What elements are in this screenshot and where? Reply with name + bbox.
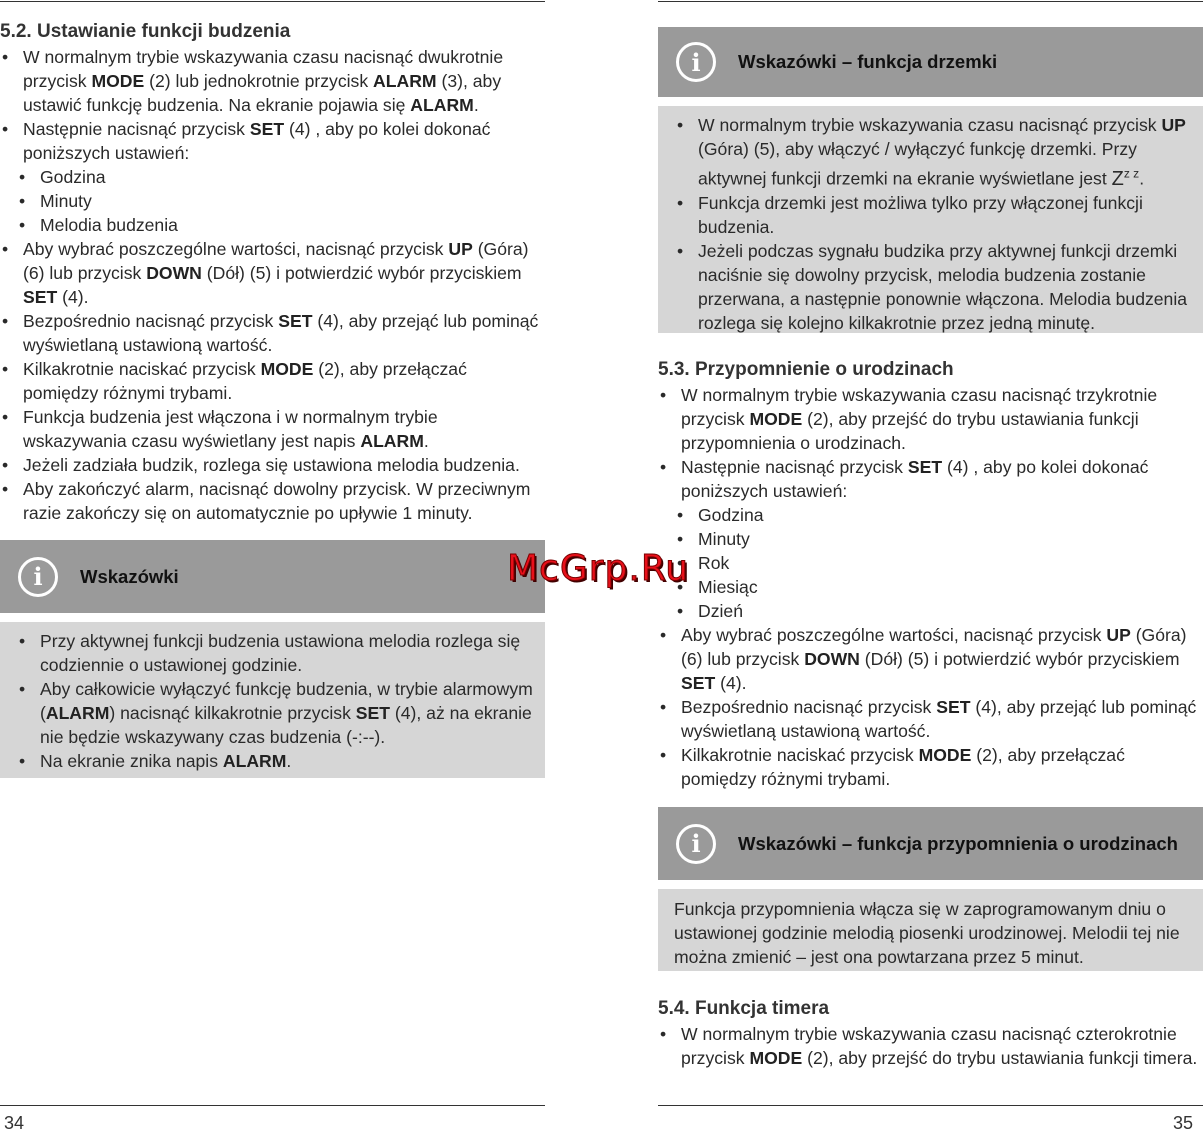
sub-list-item: • Minuty	[658, 527, 1203, 551]
watermark: McGrp.Ru	[507, 548, 690, 589]
list-item: • W normalnym trybie wskazywania czasu nacisnąć trzykrotnie przycisk MODE (2), aby przejść do trybu ustawiania funkcji przypomnienia o urodzinach.	[658, 383, 1203, 455]
list-item: • Następnie nacisnąć przycisk SET (4) , aby po kolei dokonać poniższych ustawień:	[658, 455, 1203, 503]
left-page	[0, 0, 545, 1133]
sub-list-item: • Rok	[658, 551, 1203, 575]
snooze-note-header	[658, 27, 1203, 97]
list-item: • Bezpośrednio nacisnąć przycisk SET (4), aby przejąć lub pominąć wyświetlaną ustawioną wartość.	[658, 695, 1203, 743]
section-5-4	[658, 997, 1203, 1070]
note-body	[0, 622, 545, 778]
top-rule	[658, 1, 1203, 2]
info-icon: i	[676, 42, 716, 82]
section-5-3	[658, 358, 1203, 791]
snooze-symbol: $Z^{z z}$	[1111, 166, 1140, 190]
list-item: • Następnie nacisnąć przycisk SET (4) , aby po kolei dokonać poniższych ustawień:	[0, 117, 545, 165]
list-item: • Aby zakończyć alarm, nacisnąć dowolny przycisk. W przeciwnym razie zakończy się on automatycznie po upływie 1 minuty.	[0, 477, 545, 525]
page-number: 35	[1172, 1113, 1193, 1133]
birthday-note-header	[658, 807, 1203, 880]
list-item: • Kilkakrotnie naciskać przycisk MODE (2), aby przełączać pomiędzy różnymi trybami.	[0, 357, 545, 405]
note-list	[0, 622, 545, 773]
note-header	[0, 540, 545, 613]
bullet-list	[658, 383, 1203, 791]
section-heading: 5.3. Przypomnienie o urodzinach	[658, 359, 954, 380]
birthday-note-body	[658, 889, 1203, 971]
note-text: Funkcja przypomnienia włącza się w zaprogramowanym dniu o ustawionej godzinie melodią piosenki urodzinowej. Melodii tej nie można zmienić – jest ona powtarzana przez 5 minut.	[674, 899, 1180, 967]
list-item: • Jeżeli zadziała budzik, rozlega się ustawiona melodia budzenia.	[0, 453, 545, 477]
note-item: • W normalnym trybie wskazywania czasu nacisnąć przycisk UP (Góra) (5), aby włączyć / wyłączyć funkcję drzemki. Przy aktywnej funkcji drzemki na ekranie wyświetlane jest $Z^{z z}$.	[658, 113, 1203, 191]
snooze-note-body	[658, 106, 1203, 333]
sub-list-item: • Minuty	[0, 189, 545, 213]
section-5-2	[0, 20, 545, 525]
note-item: • Jeżeli podczas sygnału budzika przy aktywnej funkcji drzemki naciśnie się dowolny przycisk, melodia budzenia zostanie przerwana, a następnie ponownie włączona. Melodia budzenia rozlega się kolejno kilkakrotnie przez jedną minutę.	[658, 239, 1203, 335]
info-icon: i	[676, 824, 716, 864]
note-title: Wskazówki	[80, 565, 179, 587]
bottom-rule	[0, 1105, 545, 1106]
list-item: • W normalnym trybie wskazywania czasu nacisnąć czterokrotnie przycisk MODE (2), aby przejść do trybu ustawiania funkcji timera.	[658, 1022, 1203, 1070]
page-number: 34	[4, 1113, 25, 1133]
list-item: • W normalnym trybie wskazywania czasu nacisnąć dwukrotnie przycisk MODE (2) lub jednokrotnie przycisk ALARM (3), aby ustawić funkcję budzenia. Na ekranie pojawia się ALARM.	[0, 45, 545, 117]
note-item: • Na ekranie znika napis ALARM.	[0, 749, 545, 773]
list-item: • Aby wybrać poszczególne wartości, nacisnąć przycisk UP (Góra) (6) lub przycisk DOWN (Dół) (5) i potwierdzić wybór przyciskiem SET (4).	[0, 237, 545, 309]
bullet-list	[658, 1022, 1203, 1070]
list-item: • Bezpośrednio nacisnąć przycisk SET (4), aby przejąć lub pominąć wyświetlaną ustawioną wartość.	[0, 309, 545, 357]
sub-list-item: • Godzina	[0, 165, 545, 189]
bullet-list	[0, 45, 545, 525]
info-icon: i	[18, 557, 58, 597]
top-rule	[0, 1, 545, 2]
section-heading: 5.4. Funkcja timera	[658, 998, 830, 1019]
note-list	[658, 106, 1203, 335]
section-heading: 5.2. Ustawianie funkcji budzenia	[0, 21, 291, 42]
bottom-rule	[658, 1105, 1203, 1106]
list-item: • Kilkakrotnie naciskać przycisk MODE (2), aby przełączać pomiędzy różnymi trybami.	[658, 743, 1203, 791]
list-item: • Aby wybrać poszczególne wartości, nacisnąć przycisk UP (Góra) (6) lub przycisk DOWN (Dół) (5) i potwierdzić wybór przyciskiem SET (4).	[658, 623, 1203, 695]
right-page	[658, 0, 1203, 1133]
note-item: • Funkcja drzemki jest możliwa tylko przy włączonej funkcji budzenia.	[658, 191, 1203, 239]
sub-list-item: • Dzień	[658, 599, 1203, 623]
note-title: Wskazówki – funkcja drzemki	[738, 51, 998, 72]
sub-list-item: • Melodia budzenia	[0, 213, 545, 237]
note-title: Wskazówki – funkcja przypomnienia o urodzinach	[738, 832, 1178, 854]
note-item: • Aby całkowicie wyłączyć funkcję budzenia, w trybie alarmowym (ALARM) nacisnąć kilkakrotnie przycisk SET (4), aż na ekranie nie będzie wskazywany czas budzenia (-:--).	[0, 677, 545, 749]
note-item: • Przy aktywnej funkcji budzenia ustawiona melodia rozlega się codziennie o ustawionej godzinie.	[0, 629, 545, 677]
sub-list-item: • Miesiąc	[658, 575, 1203, 599]
list-item: • Funkcja budzenia jest włączona i w normalnym trybie wskazywania czasu wyświetlany jest napis ALARM.	[0, 405, 545, 453]
sub-list-item: • Godzina	[658, 503, 1203, 527]
